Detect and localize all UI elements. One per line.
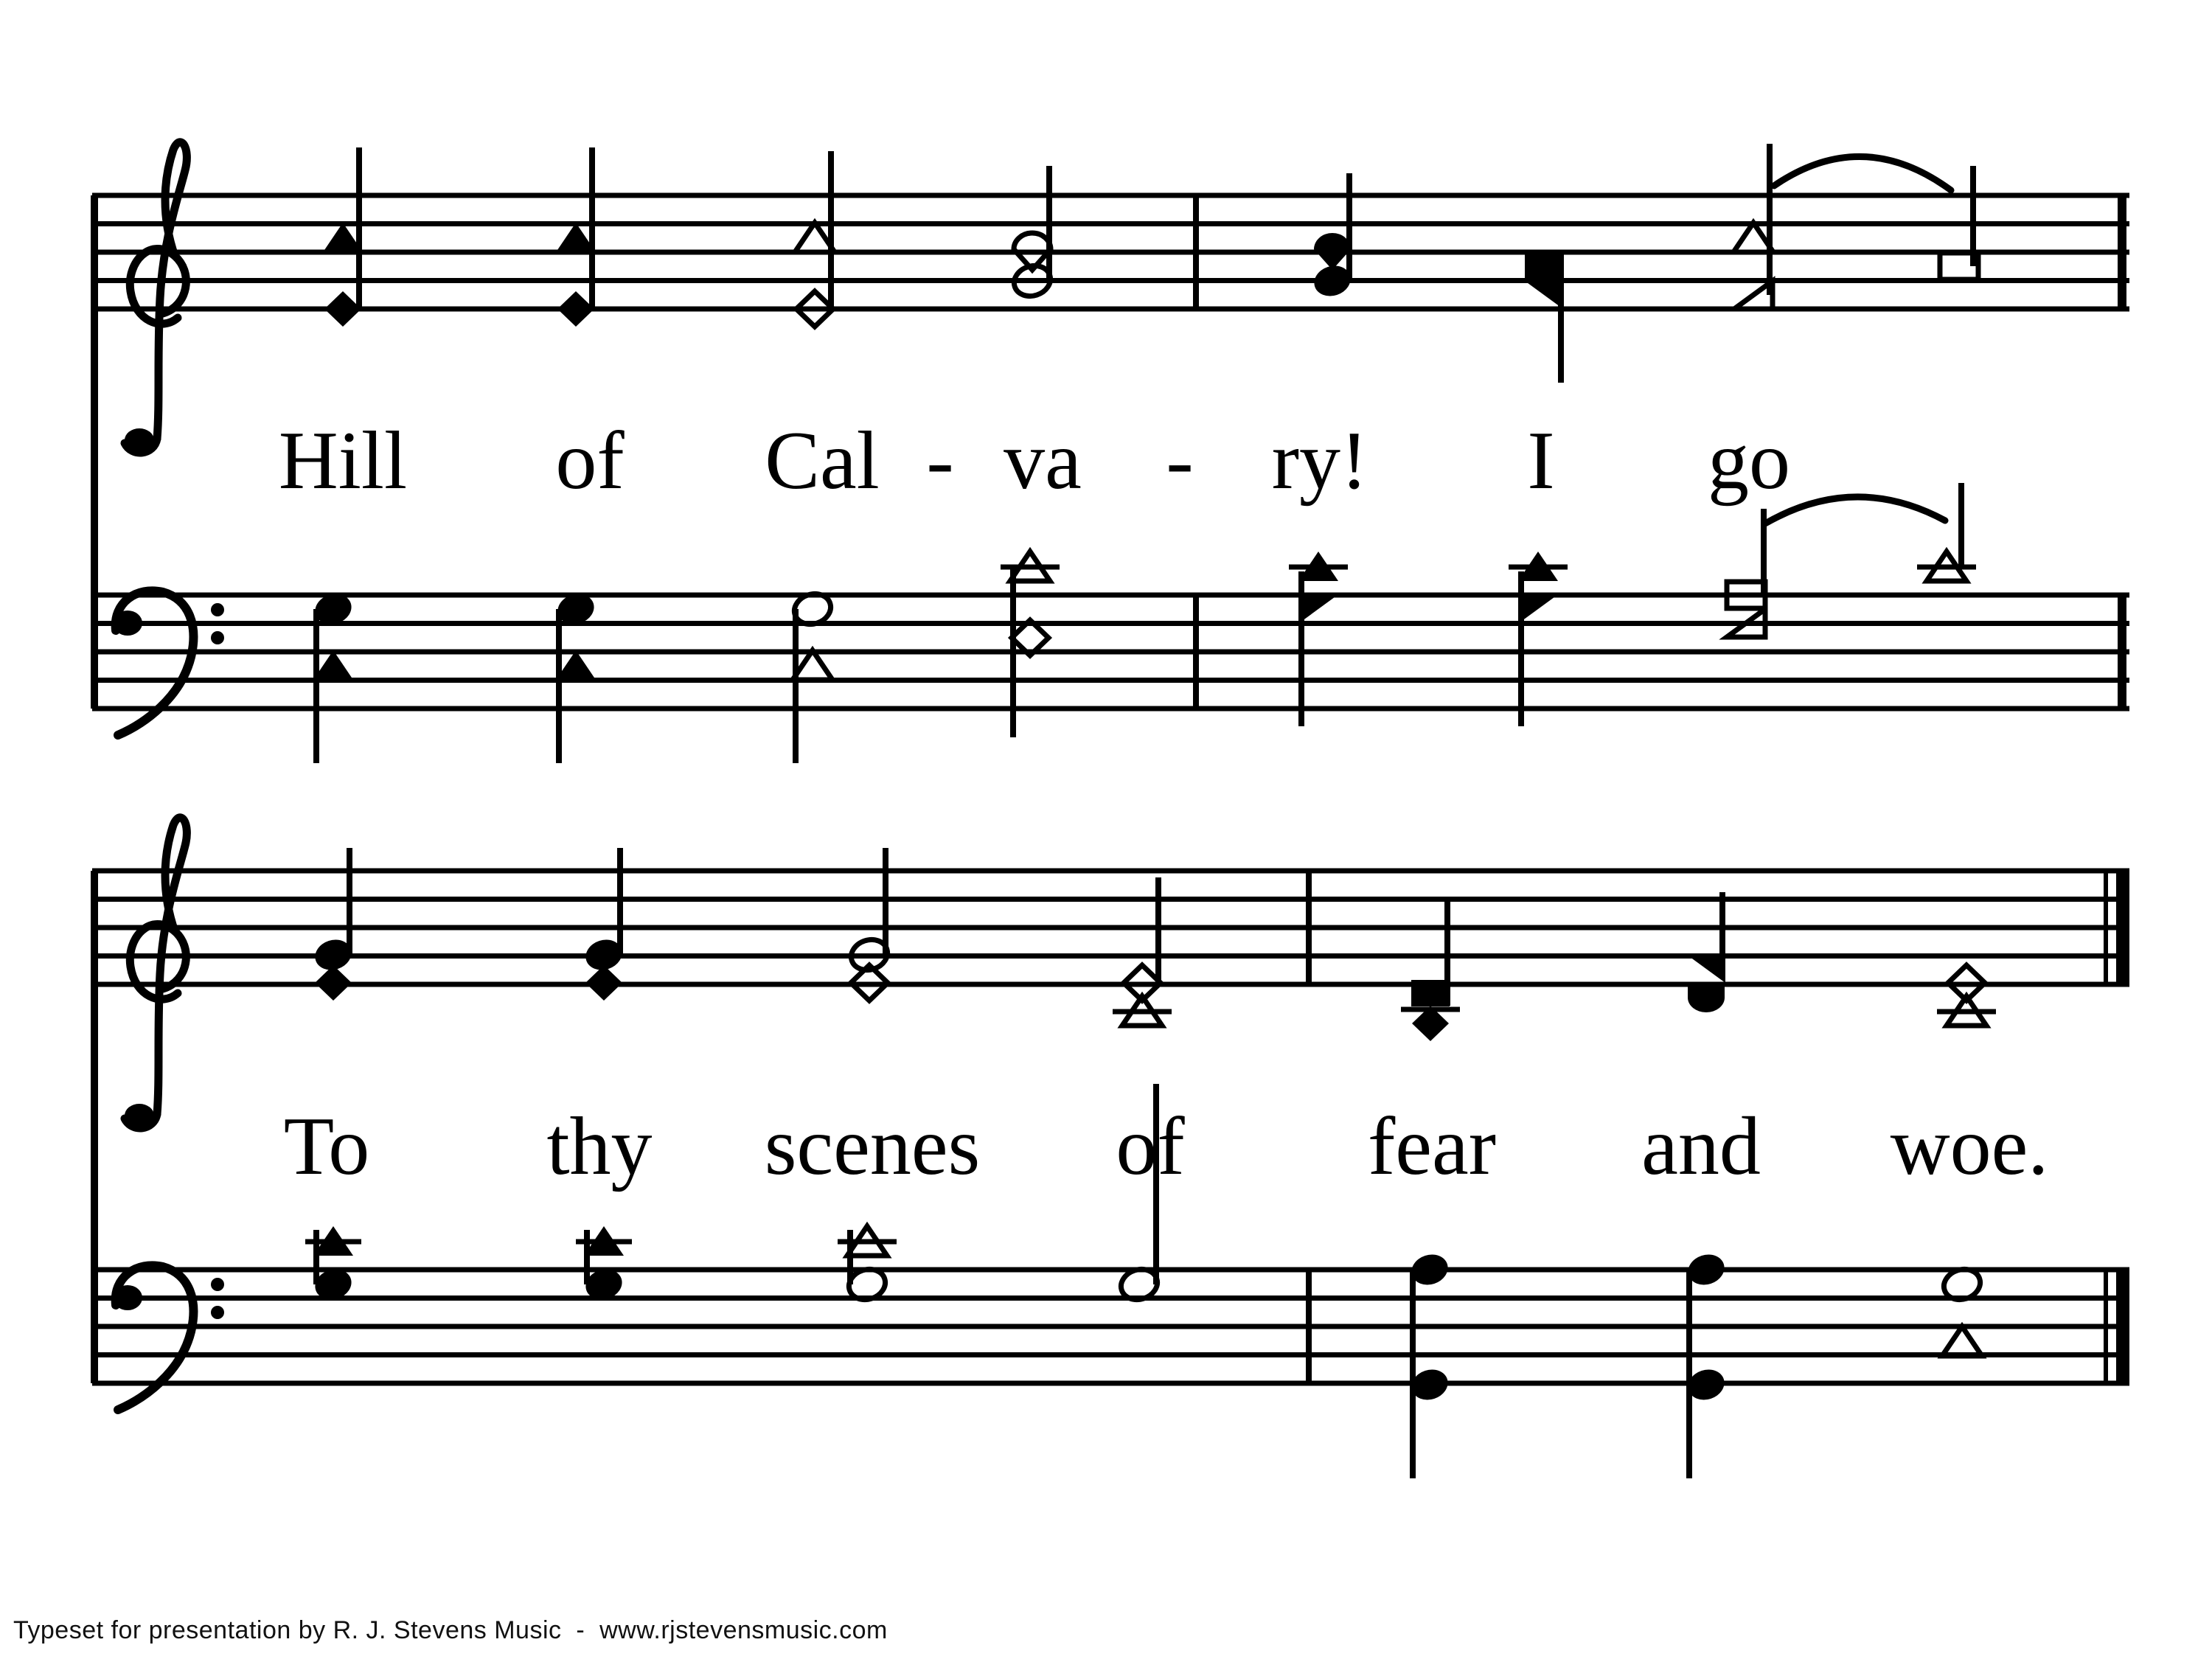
lyric-syllable: scenes [764,1101,981,1192]
notehead-la [1411,980,1450,1006]
lyric-syllable: va [1004,415,1082,507]
lyric-syllable: Cal [765,415,880,507]
treble-clef-icon [125,428,154,452]
notehead-mi [324,291,361,327]
notehead-re [1688,984,1725,1012]
notehead-do [1942,1326,1982,1356]
notehead-fa [1687,955,1725,983]
typeset-credit-text: Typeset for presentation by R. J. Stevens Music - www.rjstevensmusic.com [13,1616,888,1644]
notehead-do [556,650,596,680]
lyric-syllable: fear [1367,1101,1497,1192]
lyric-syllable: - [1166,415,1194,507]
lyric-syllable: I [1527,415,1555,507]
bass-clef-icon [211,631,224,644]
notehead-fa [1519,595,1557,623]
notehead-mi [585,965,622,1001]
lyric-syllable: ry! [1271,415,1368,507]
lyric-syllable: thy [546,1101,653,1192]
bass-clef-icon [211,603,224,616]
notehead-fa [1525,281,1563,309]
notehead-fa [1299,595,1338,623]
lyric-syllable: of [1116,1101,1185,1192]
notehead-do [313,650,353,680]
lyric-syllable: - [926,415,954,507]
notehead-mi [315,965,352,1001]
notehead-do [793,650,832,680]
lyric-syllable: of [555,415,625,507]
tie-slur [1774,156,1951,190]
tie-slur [1765,497,1945,524]
bass-clef-icon [211,1306,224,1319]
lyric-syllable: To [283,1101,370,1192]
notehead-ti [1314,233,1351,270]
treble-clef-icon [125,1104,154,1127]
notehead-la [1525,253,1563,279]
lyric-syllable: go [1708,415,1790,507]
lyric-syllable: and [1641,1101,1761,1192]
notehead-mi [557,291,594,327]
lyric-syllable: Hill [278,415,408,507]
bass-clef-icon [211,1278,224,1291]
lyric-syllable: woe. [1890,1101,2049,1192]
